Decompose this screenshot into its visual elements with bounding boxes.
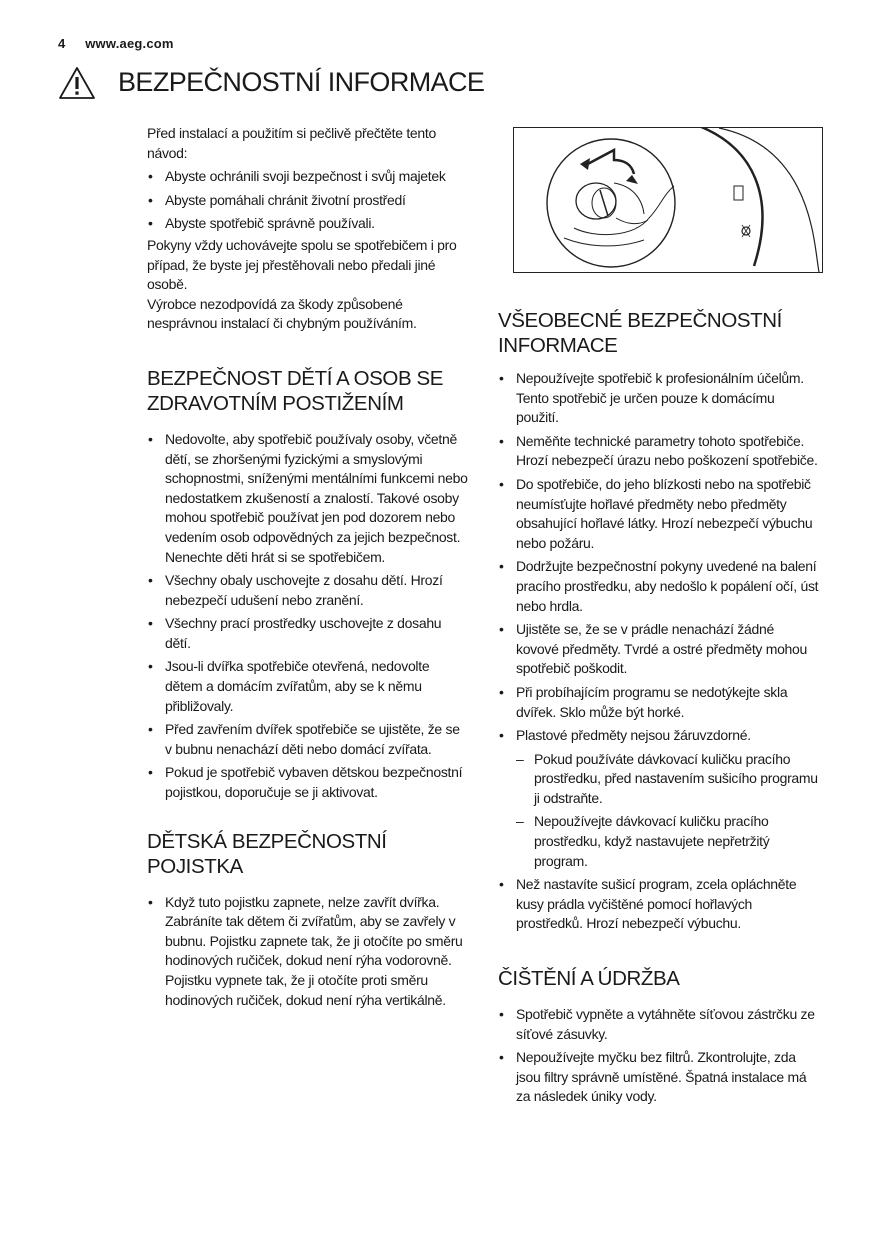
list-item: • Abyste spotřebič správně používali. <box>147 214 469 234</box>
page-number: 4 <box>58 36 66 51</box>
list-item: • Ujistěte se, že se v prádle nenachází žádné kovové předměty. Tvrdé a ostré předměty mohou spotřebič poškodit. <box>498 620 820 679</box>
childlock-list <box>147 893 469 1011</box>
list-item: • Jsou-li dvířka spotřebiče otevřená, nedovolte dětem a domácím zvířatům, aby se k němu přibližovaly. <box>147 657 469 716</box>
intro-bullet-list <box>147 167 469 234</box>
intro-lead: Před instalací a použitím si pečlivě přečtěte tento návod: <box>147 125 436 161</box>
right-column <box>498 308 820 1107</box>
list-item: • Nepoužívejte myčku bez filtrů. Zkontrolujte, zda jsou filtry správně umístěné. Špatná instalace má za následek úniky vody. <box>498 1048 820 1107</box>
section-heading: BEZPEČNOST DĚTÍ A OSOB SE ZDRAVOTNÍM POSTIŽENÍM <box>147 366 444 415</box>
list-item <box>498 726 820 871</box>
intro-paragraph: Výrobce nezodpovídá za škody způsobené nesprávnou instalací či chybným používáním. <box>147 295 417 332</box>
list-item: • Při probíhajícím programu se nedotýkejte skla dvířek. Sklo může být horké. <box>498 683 820 722</box>
list-item: • Do spotřebiče, do jeho blízkosti nebo na spotřebič neumísťujte hořlavé předměty nebo předměty obsahující hořlavé látky. Hrozí nebezpečí výbuchu nebo požáru. <box>498 475 820 553</box>
title-row <box>58 64 858 104</box>
list-item: • Pokud je spotřebič vybaven dětskou bezpečnostní pojistkou, doporučuje se ji aktivovat. <box>147 763 469 802</box>
list-item: • Když tuto pojistku zapnete, nelze zavřít dvířka. Zabráníte tak dětem či zvířatům, aby se zavřely v bubnu. Pojistku zapnete tak, že ji otočíte po směru hodinových ručiček, dokud není rýha vodorovně. Pojistku vypnete tak, že ji otočíte proti směru hodinových ručiček, dokud není rýha vertikálně. <box>147 893 469 1011</box>
section-heading: DĚTSKÁ BEZPEČNOSTNÍ POJISTKA <box>147 829 387 878</box>
child-lock-illustration <box>513 127 823 273</box>
list-item: • Neměňte technické parametry tohoto spotřebiče. Hrozí nebezpečí úrazu nebo poškození spotřebiče. <box>498 432 820 471</box>
child-lock-drawing <box>514 128 822 272</box>
sub-list <box>516 750 820 872</box>
list-item: • Spotřebič vypněte a vytáhněte síťovou zástrčku ze síťové zásuvky. <box>498 1005 820 1044</box>
list-item: • Všechny obaly uschovejte z dosahu dětí. Hrozí nebezpečí udušení nebo zranění. <box>147 571 469 610</box>
sub-list-item: – Nepoužívejte dávkovací kuličku pracího prostředku, když nastavujete nepřetržitý program. <box>516 812 820 871</box>
list-item: • Před zavřením dvířek spotřebiče se ujistěte, že se v bubnu nenachází děti nebo domácí zvířata. <box>147 720 469 759</box>
children-safety-list <box>147 430 469 803</box>
page-header <box>58 36 174 51</box>
list-item: • Než nastavíte sušicí program, zcela opláchněte kusy prádla vyčištěné pomocí hořlavých prostředků. Hrozí nebezpečí výbuchu. <box>498 875 820 934</box>
intro-paragraph: Pokyny vždy uchovávejte spolu se spotřebičem i pro případ, že byste jej přestěhovali nebo předali jiné osobě. <box>147 236 457 293</box>
list-item: • Dodržujte bezpečnostní pokyny uvedené na balení pracího prostředku, aby nedošlo k popálení očí, úst nebo hrdla. <box>498 557 820 616</box>
list-item: • Nepoužívejte spotřebič k profesionálním účelům. Tento spotřebič je určen pouze k domácímu použití. <box>498 369 820 428</box>
sub-list-item: – Pokud používáte dávkovací kuličku pracího prostředku, před nastavením sušicího programu ji odstraňte. <box>516 750 820 809</box>
general-safety-list <box>498 369 820 934</box>
left-column <box>147 124 469 1010</box>
list-item-text: Plastové předměty nejsou žáruvzdorné. <box>516 727 751 744</box>
list-item: • Všechny prací prostředky uschovejte z dosahu dětí. <box>147 614 469 653</box>
page-title: BEZPEČNOSTNÍ INFORMACE <box>118 67 485 97</box>
list-item: • Abyste pomáhali chránit životní prostředí <box>147 191 469 211</box>
list-item: • Abyste ochránili svoji bezpečnost i svůj majetek <box>147 167 469 187</box>
list-item: • Nedovolte, aby spotřebič používaly osoby, včetně dětí, se zhoršenými fyzickými a smyslovými schopnostmi, sníženými mentálními funkcemi nebo nedostatkem zkušeností a znalostí. Takové osoby mohou spotřebič používat jen pod dozorem nebo vedením osob odpovědných za jejich bezpečnost. Nenechte děti hrát si se spotřebičem. <box>147 430 469 567</box>
warning-triangle-icon <box>58 66 96 100</box>
cleaning-list <box>498 1005 820 1107</box>
section-heading: ČIŠTĚNÍ A ÚDRŽBA <box>498 967 680 991</box>
section-heading: VŠEOBECNÉ BEZPEČNOSTNÍ INFORMACE <box>498 309 782 357</box>
site-url: www.aeg.com <box>85 36 174 51</box>
